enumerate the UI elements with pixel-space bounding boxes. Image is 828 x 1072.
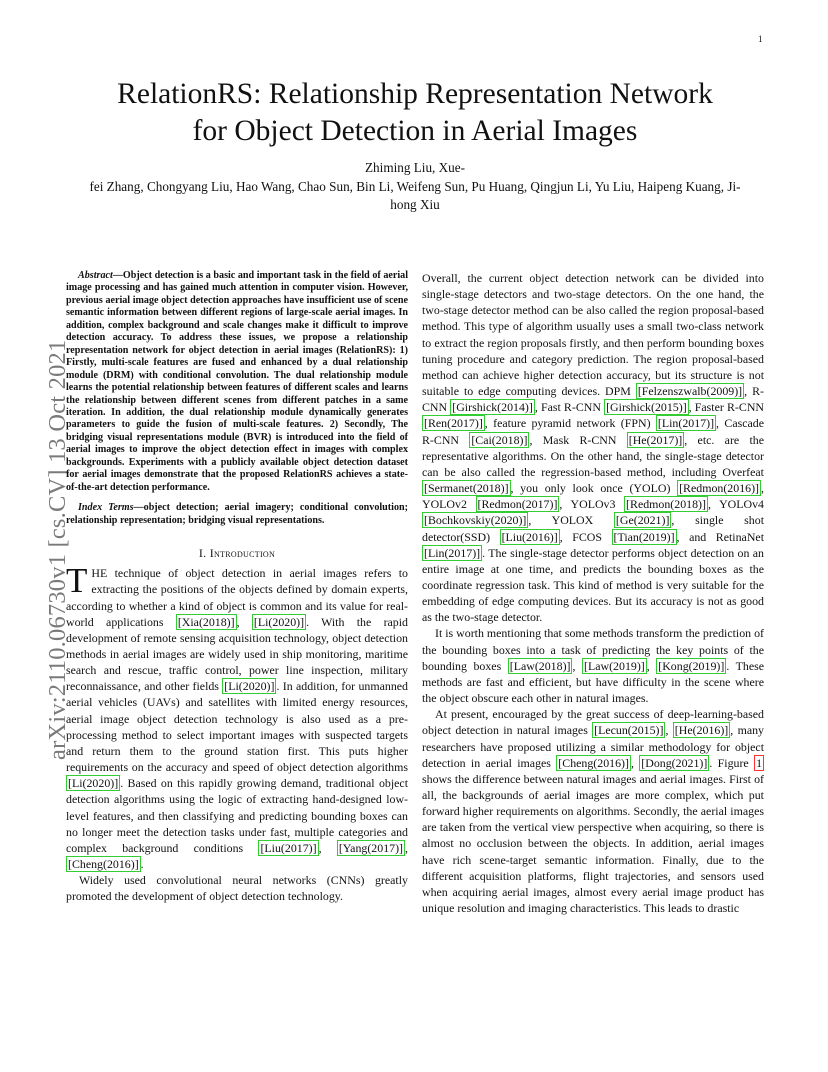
citation-link[interactable]: [Redmon(2017)]: [477, 497, 558, 512]
paper-title: [60, 76, 770, 150]
text: , YOLOX: [528, 513, 614, 528]
text: , Fast R-CNN: [534, 400, 605, 415]
text: At present, encouraged by the great success of deep-learning-based object detection in natural images: [422, 707, 764, 738]
citation-link[interactable]: [Tian(2019)]: [613, 529, 675, 544]
citation-link[interactable]: [Girshick(2015)]: [606, 400, 687, 415]
text: It is worth mentioning that some methods transform the prediction of the bounding boxes into a task of predicting the key points of the bounding boxes: [422, 626, 764, 673]
text: ,: [572, 658, 582, 673]
figure-link[interactable]: 1: [756, 755, 763, 770]
citation-link[interactable]: [Kong(2019)]: [658, 658, 725, 673]
authors-line-3: hong Xiu: [390, 197, 440, 212]
citation-link[interactable]: [Li(2020)]: [68, 776, 119, 791]
text: . With the rapid development of remote sensing acquisition technology, object detection methods in aerial images are widely used in ship monitoring, maritime search and rescue, traffic control, power line inspection, military reconnaissance, and other fields: [66, 614, 408, 694]
citation-link[interactable]: [Lecun(2015)]: [594, 723, 664, 738]
citation-link[interactable]: [He(2017)]: [628, 432, 683, 447]
authors-line-1: Zhiming Liu, Xue-: [365, 160, 465, 175]
text: ,: [318, 840, 337, 855]
text: , Mask R-CNN: [529, 432, 627, 447]
citation-link[interactable]: [Law(2019)]: [584, 658, 645, 673]
text: , YOLOv4: [707, 497, 764, 512]
citation-link[interactable]: [Xia(2018)]: [177, 614, 235, 629]
intro-paragraph-1: [66, 561, 408, 872]
text: , Cascade R-CNN: [422, 416, 764, 447]
citation-link[interactable]: [Cheng(2016)]: [558, 755, 629, 770]
citation-link[interactable]: [Bochkovskiy(2020)]: [424, 513, 527, 528]
section-heading: [66, 545, 408, 561]
index-terms-text: —object detection; aerial imagery; conditional convolution; relationship representation; bridging visual representations.: [66, 502, 408, 526]
text: . In addition, for unmanned aerial vehicles (UAVs) and satellites with limited energy resources, aerial image object detection technology is also used as a pre-processing method to select important images with suspected targets and return them to the ground station first. This puts higher requirements on the accuracy and speed of object detection algorithms: [66, 679, 408, 775]
abstract: [66, 270, 408, 494]
text: ,: [646, 658, 657, 673]
intro-paragraph-5: [422, 706, 764, 916]
text: .: [140, 857, 144, 872]
text: ,: [665, 723, 673, 738]
intro-paragraph-4: [422, 625, 764, 706]
abstract-label: Abstract: [78, 270, 113, 281]
citation-link[interactable]: [Cai(2018)]: [471, 432, 528, 447]
intro-paragraph-2: Widely used convolutional neural networks (CNNs) greatly promoted the development of object detection technology.: [66, 873, 408, 904]
text: , YOLOv2: [422, 481, 764, 512]
citation-link[interactable]: [Liu(2017)]: [260, 840, 317, 855]
section-number: I.: [198, 546, 207, 561]
citation-link[interactable]: [Ge(2021)]: [615, 513, 670, 528]
intro-paragraph-3: [422, 270, 764, 625]
text: . These methods are fast and efficient, but have difficulty in the scene where the object obscure each other in natural images.: [422, 658, 764, 706]
text: , R-CNN: [422, 384, 764, 415]
text: . Based on this rapidly growing demand, traditional object detection algorithms using the logic of extracting hand-designed low-level features, and then classifying and predicting bounding boxes can no longer meet the detection tasks under fast, multiple categories and complex background conditions: [66, 776, 408, 855]
citation-link[interactable]: [Lin(2017)]: [657, 416, 715, 431]
text: shows the difference between natural images and aerial images. First of all, the backgrounds of aerial images are more complex, which put forward higher requirements on algorithms. Secondly, the aerial images are taken from the vertical view perspective when acquiring, so there is almost no occlusion between the objects. In addition, aerial images have rich scene-target semantic information. Finally, due to the different acquisition platforms, flight trajectories, and sensors used when acquiring aerial images, almost every aerial image product has unique resolution and imaging characteristics. This leads to drastic: [422, 771, 764, 916]
abstract-text: —Object detection is a basic and important task in the field of aerial image processing and has gained much attention in computer vision. However, previous aerial image object detection approaches have insufficient use of scene semantic information between different regions of large-scale aerial images. In addition, complex background and scale changes make it difficult to improve detection accuracy. To address these issues, we propose a relationship representation network for object detection in aerial images (RelationRS): 1) Firstly, multi-scale features are fused and enhanced by a dual relationship module (DRM) with conditional convolution. The dual relationship module learns the potential relationship between features of different scales and learns the relationship between different scenes from different patches in a same iteration. In addition, the dual relationship module dynamically generates parameters to guide the fusion of multi-scale features. 2) Secondly, The bridging visual representations module (BVR) is introduced into the field of aerial images to improve the object detection effect in images with complex backgrounds. Experiments with a publicly available object detection dataset for aerial images demonstrate that the proposed RelationRS achieves a state-of-the-art detection performance.: [66, 270, 408, 493]
authors-line-2: fei Zhang, Chongyang Liu, Hao Wang, Chao Sun, Bin Li, Weifeng Sun, Pu Huang, Qingjun Li, Yu Liu, Haipeng Kuang, Ji-: [89, 178, 741, 194]
right-column: [422, 270, 764, 916]
title-line-2: for Object Detection in Aerial Images: [192, 115, 638, 147]
citation-link[interactable]: [Sermanet(2018)]: [424, 481, 509, 496]
text: , you only look once (YOLO): [510, 481, 678, 496]
citation-link[interactable]: [Dong(2021)]: [641, 755, 708, 770]
title-line-1: RelationRS: Relationship Representation Network: [117, 78, 713, 110]
left-column: [66, 270, 408, 905]
text: . Figure: [709, 755, 755, 770]
text: , FCOS: [559, 529, 612, 544]
text: HE technique of object detection in aerial images refers to extracting the positions of the objects defined by domain experts, according to whether a kind of object is common and its value for real-world applications: [66, 566, 408, 629]
text: , and RetinaNet: [676, 529, 764, 544]
drop-cap: T: [66, 561, 88, 601]
citation-link[interactable]: [Law(2018)]: [509, 658, 571, 673]
citation-link[interactable]: [Cheng(2016)]: [68, 857, 139, 872]
citation-link[interactable]: [Li(2020)]: [253, 614, 305, 629]
text: Overall, the current object detection network can be divided into single-stage detectors and two-stage detectors. On the one hand, the two-stage detector method can be also called the region proposal-based method. This type of algorithm usually uses a small two-class network to extract the region proposals firstly, and then perform bounding boxes tuning procedure and category prediction. The region proposal-based method can achieve higher detection accuracy, but its structure is not suitable to edge computing devices. DPM: [422, 271, 764, 399]
index-terms-label: Index Terms: [78, 502, 134, 514]
text: ,: [236, 614, 252, 629]
citation-link[interactable]: [Ren(2017)]: [424, 416, 483, 431]
text: , etc. are the representative algorithms. On the other hand, the single-stage detector can be also called the regression-based method, including Overfeat: [422, 432, 765, 479]
text: , Faster R-CNN: [688, 400, 764, 415]
arxiv-identifier: arXiv:2110.06730v1 [cs.CV] 13 Oct 2021: [44, 339, 71, 760]
text: , single shot detector(SSD): [422, 513, 764, 544]
citation-link[interactable]: [He(2016)]: [674, 723, 729, 738]
citation-link[interactable]: [Redmon(2016)]: [679, 481, 760, 496]
text: ,: [405, 840, 408, 855]
text: ,: [630, 755, 640, 770]
citation-link[interactable]: [Girshick(2014)]: [452, 400, 533, 415]
text: . The single-stage detector performs object detection on an entire image at one time, and predicts the bounding boxes as the coordinate regression task. This kind of method is very suitable for the embedding of edge computing devices. But its accuracy is not as good as the two-stage detector.: [422, 545, 764, 625]
index-terms: [66, 502, 408, 527]
author-list: [60, 159, 770, 215]
section-title: Introduction: [209, 546, 276, 561]
citation-link[interactable]: [Li(2020)]: [224, 679, 275, 694]
text: , many researchers have proposed utilizing a similar methodology for object detection in aerial images: [422, 723, 764, 770]
citation-link[interactable]: [Yang(2017)]: [338, 840, 404, 855]
citation-link[interactable]: [Redmon(2018)]: [626, 497, 706, 512]
text: , YOLOv3: [559, 497, 625, 512]
citation-link[interactable]: [Liu(2016)]: [501, 529, 558, 544]
page-number: 1: [758, 34, 763, 44]
text: , feature pyramid network (FPN): [484, 416, 656, 431]
citation-link[interactable]: [Felzenszwalb(2009)]: [637, 384, 743, 399]
citation-link[interactable]: [Lin(2017)]: [424, 545, 481, 560]
